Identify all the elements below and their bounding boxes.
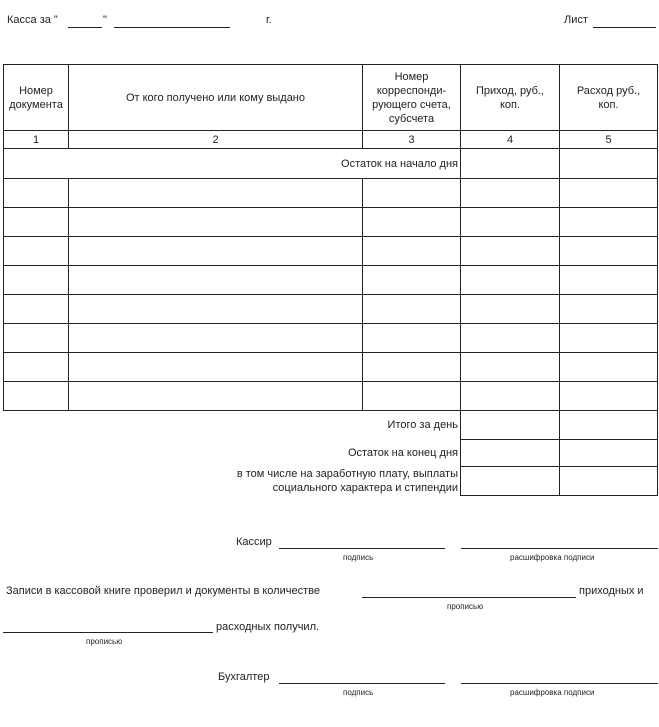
- table-row: [4, 382, 658, 411]
- cell[interactable]: [461, 179, 560, 208]
- cell[interactable]: [363, 208, 461, 237]
- table-row: [4, 353, 658, 382]
- cell[interactable]: [461, 353, 560, 382]
- table-row: [4, 237, 658, 266]
- sheet-number-line[interactable]: [593, 27, 656, 28]
- col-number: 3: [363, 131, 461, 149]
- cell[interactable]: [560, 295, 658, 324]
- cell[interactable]: [461, 324, 560, 353]
- total-expense-cell[interactable]: [560, 411, 658, 440]
- cell[interactable]: [69, 266, 363, 295]
- expense-count-line[interactable]: [3, 632, 213, 633]
- closing-income-cell[interactable]: [461, 440, 560, 467]
- cell[interactable]: [69, 237, 363, 266]
- salary-income-cell[interactable]: [461, 467, 560, 496]
- header-row: [4, 65, 658, 131]
- col-header-expense: Расход руб., коп.: [560, 65, 658, 131]
- cell[interactable]: [69, 208, 363, 237]
- cell[interactable]: [560, 324, 658, 353]
- cell[interactable]: [4, 208, 69, 237]
- cell[interactable]: [461, 266, 560, 295]
- cell[interactable]: [363, 324, 461, 353]
- cashier-label: Кассир: [236, 536, 272, 548]
- cell[interactable]: [363, 179, 461, 208]
- opening-income-cell[interactable]: [461, 149, 560, 179]
- column-number-row: [4, 131, 658, 149]
- accountant-signature-line[interactable]: [279, 683, 445, 684]
- salary-expense-cell[interactable]: [560, 467, 658, 496]
- income-count-line[interactable]: [362, 597, 576, 598]
- col-header-doc-number: Номер документа: [4, 65, 69, 131]
- cashier-signature-caption: подпись: [343, 553, 374, 562]
- table-row: [4, 266, 658, 295]
- check-text: Записи в кассовой книге проверил и документы в количестве: [6, 585, 320, 597]
- cell[interactable]: [69, 324, 363, 353]
- col-number: 1: [4, 131, 69, 149]
- cell[interactable]: [69, 353, 363, 382]
- opening-expense-cell[interactable]: [560, 149, 658, 179]
- cell[interactable]: [4, 237, 69, 266]
- cell[interactable]: [363, 266, 461, 295]
- cashier-signature-line[interactable]: [279, 548, 445, 549]
- closing-balance-label: Остаток на конец дня: [347, 447, 458, 459]
- table-row: [4, 179, 658, 208]
- cell[interactable]: [69, 382, 363, 411]
- cell[interactable]: [4, 179, 69, 208]
- cell[interactable]: [4, 382, 69, 411]
- cell[interactable]: [560, 237, 658, 266]
- kassa-label: Касса за ": [7, 14, 58, 26]
- day-field-line[interactable]: [68, 27, 102, 28]
- cell[interactable]: [560, 266, 658, 295]
- col-header-income: Приход, руб., коп.: [461, 65, 560, 131]
- col-number: 2: [69, 131, 363, 149]
- cell[interactable]: [461, 295, 560, 324]
- cell[interactable]: [4, 295, 69, 324]
- cell[interactable]: [69, 179, 363, 208]
- income-in-words-caption: прописью: [447, 602, 484, 611]
- opening-balance-row: [4, 149, 658, 179]
- total-row: [4, 411, 658, 440]
- accountant-decode-line[interactable]: [461, 683, 658, 684]
- month-field-line[interactable]: [114, 27, 230, 28]
- cell[interactable]: [4, 266, 69, 295]
- table-row: [4, 324, 658, 353]
- salary-row: [4, 467, 658, 496]
- cell[interactable]: [560, 382, 658, 411]
- col-number: 4: [461, 131, 560, 149]
- closing-expense-cell[interactable]: [560, 440, 658, 467]
- col-header-account: Номер корреспонди-рующего счета, субсчета: [363, 65, 461, 131]
- cell[interactable]: [560, 353, 658, 382]
- closing-balance-row: [4, 440, 658, 467]
- cell[interactable]: [363, 237, 461, 266]
- sheet-label: Лист: [564, 14, 588, 26]
- accountant-signature-caption: подпись: [343, 688, 374, 697]
- expense-in-words-caption: прописью: [86, 637, 123, 646]
- cell[interactable]: [560, 208, 658, 237]
- cell[interactable]: [4, 324, 69, 353]
- cell[interactable]: [461, 208, 560, 237]
- cell[interactable]: [363, 382, 461, 411]
- cash-book-table: [3, 64, 658, 496]
- total-income-cell[interactable]: [461, 411, 560, 440]
- quote-close: ": [103, 14, 107, 26]
- cell[interactable]: [560, 179, 658, 208]
- salary-label: [4, 467, 461, 496]
- accountant-label: Бухгалтер: [218, 671, 270, 683]
- cell[interactable]: [69, 295, 363, 324]
- year-suffix: г.: [266, 14, 272, 26]
- cell[interactable]: [461, 237, 560, 266]
- table-row: [4, 295, 658, 324]
- total-label: Итого за день: [387, 419, 458, 432]
- cashier-decode-caption: расшифровка подписи: [510, 553, 595, 562]
- cell[interactable]: [4, 353, 69, 382]
- cell[interactable]: [363, 353, 461, 382]
- opening-balance-label: Остаток на начало дня: [4, 149, 461, 179]
- salary-label-line1: в том числе на заработную плату, выплаты: [236, 468, 458, 480]
- table-row: [4, 208, 658, 237]
- col-header-from-to: От кого получено или кому выдано: [69, 65, 363, 131]
- accountant-decode-caption: расшифровка подписи: [510, 688, 595, 697]
- cashier-decode-line[interactable]: [461, 548, 658, 549]
- cell[interactable]: [461, 382, 560, 411]
- income-suffix: приходных и: [579, 585, 644, 597]
- col-number: 5: [560, 131, 658, 149]
- salary-label-line2: социального характера и стипендии: [272, 482, 458, 494]
- expense-text: расходных получил.: [216, 621, 320, 633]
- cell[interactable]: [363, 295, 461, 324]
